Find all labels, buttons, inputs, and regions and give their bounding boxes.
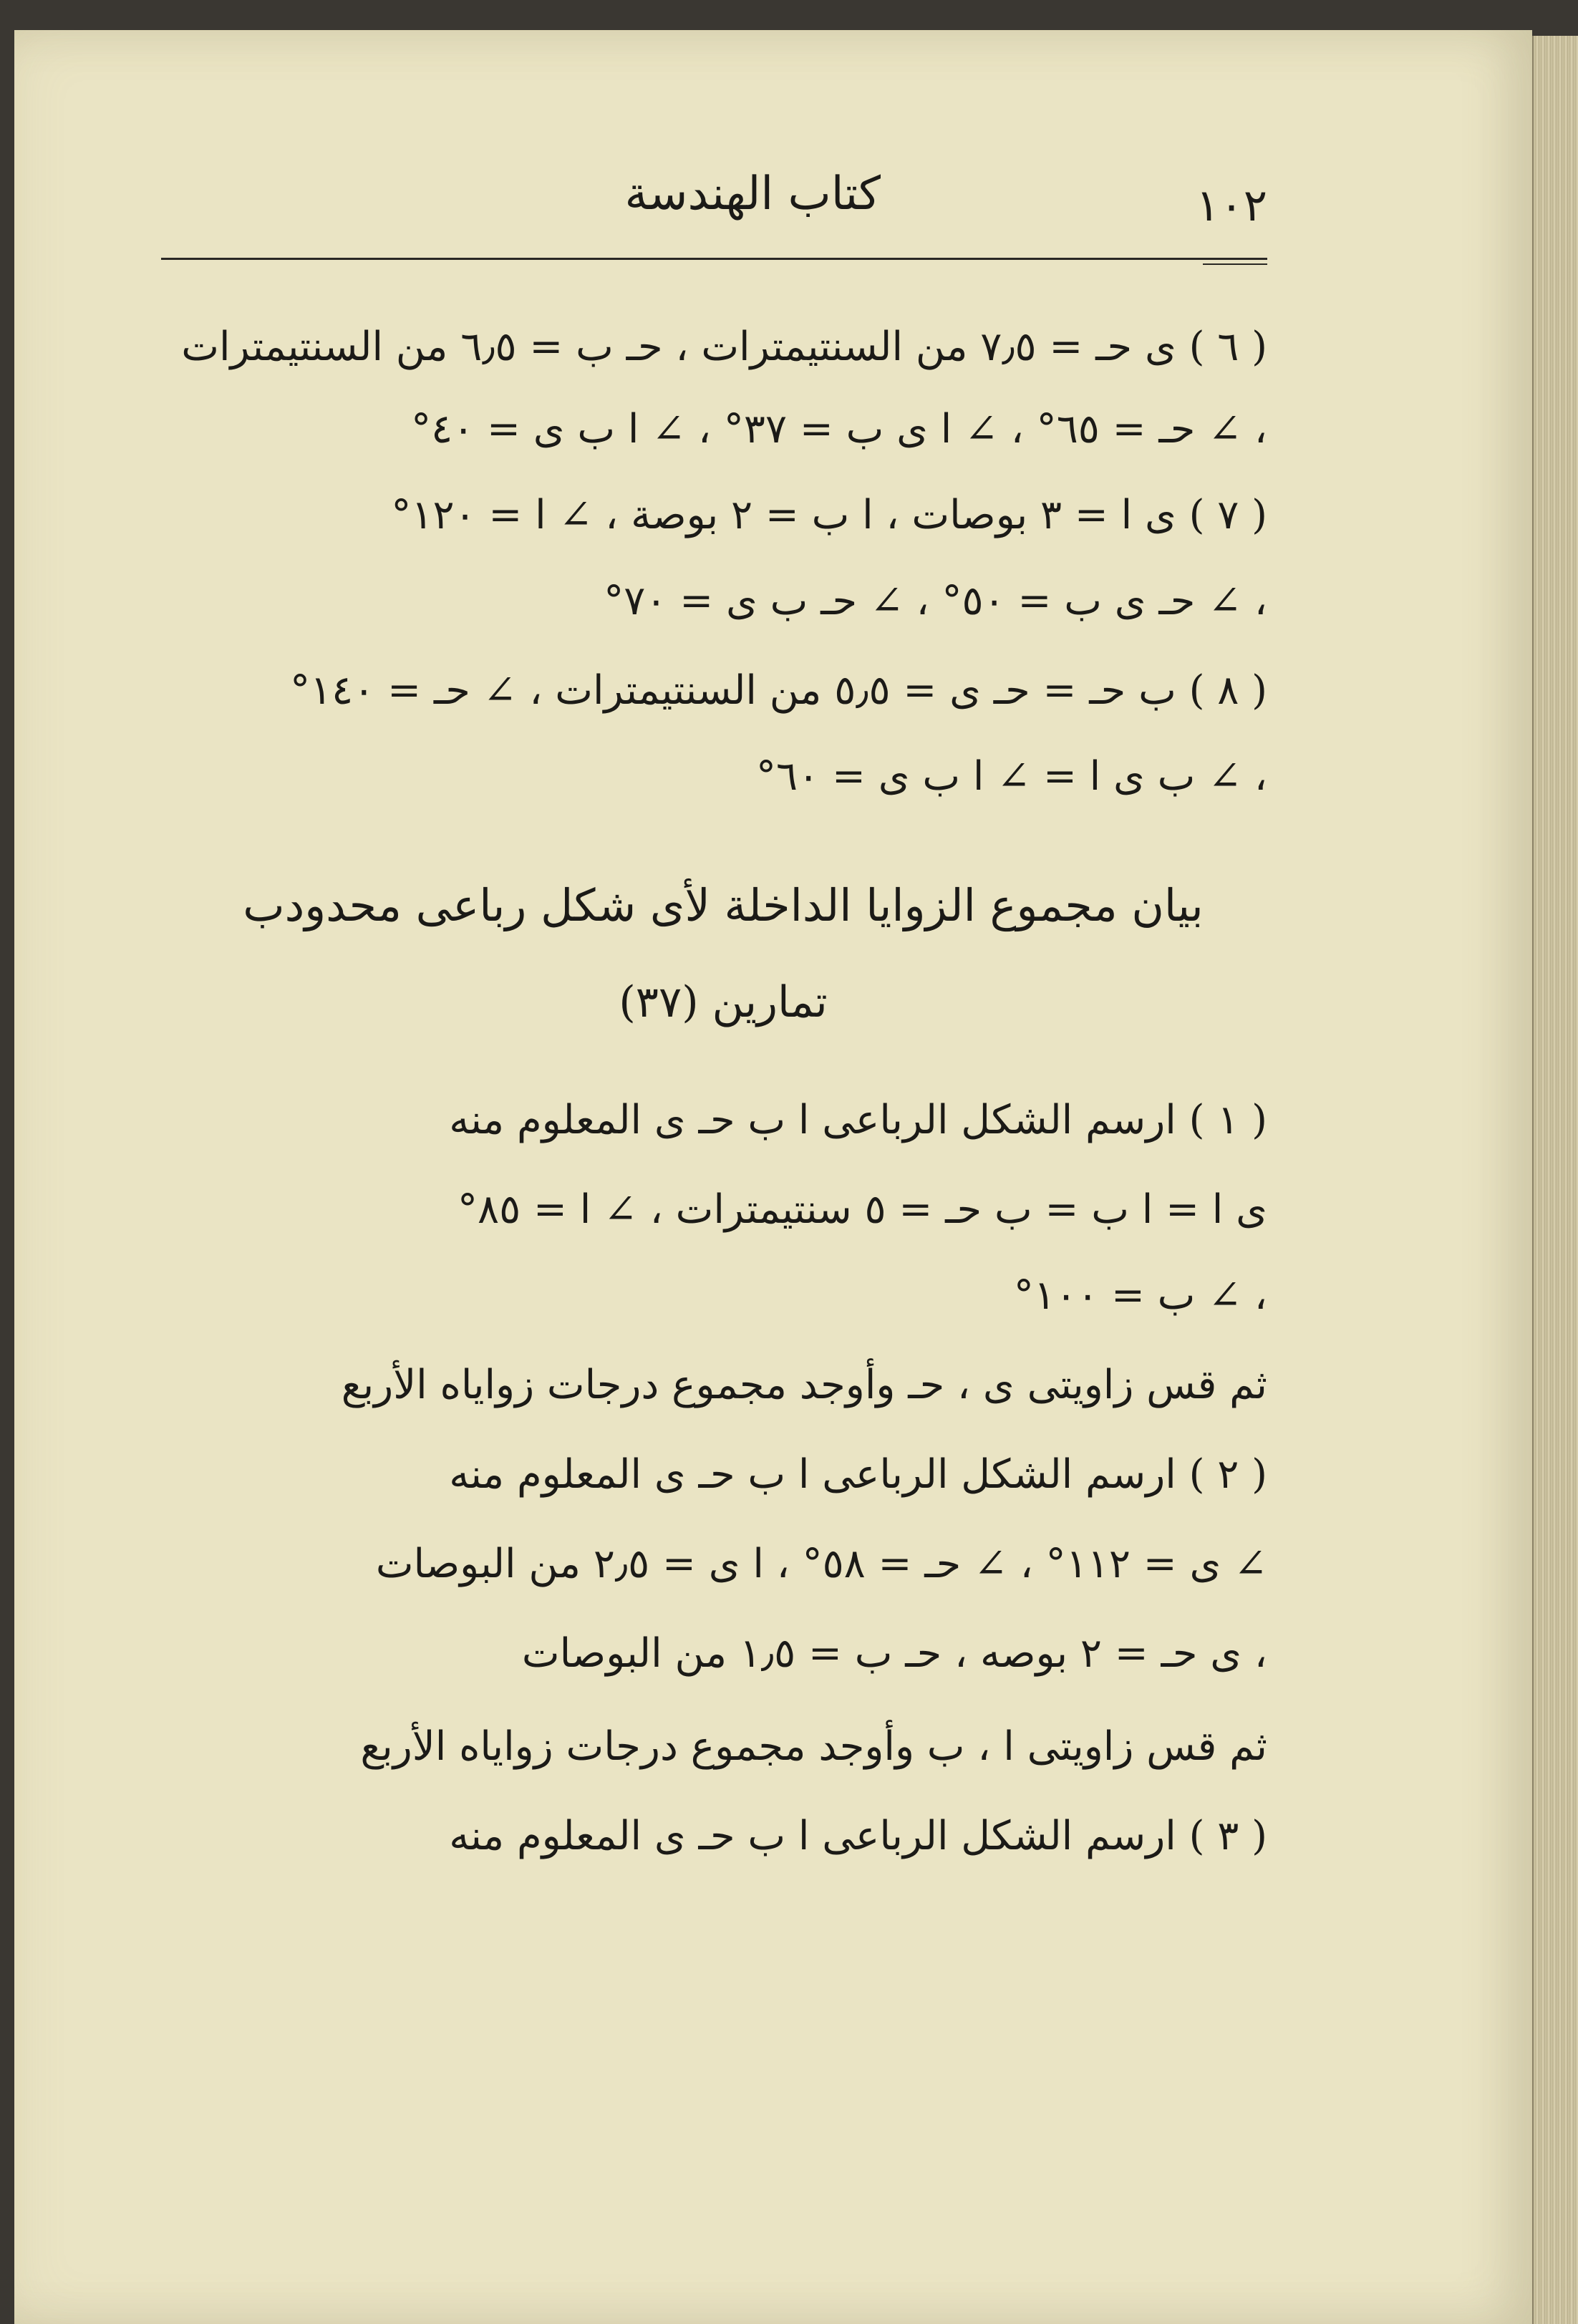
page-edge [1532, 36, 1578, 2324]
exercise-8-line-2: ، ∠ ب ى ا = ∠ ا ب ى = ٦٠° [756, 753, 1267, 800]
exercise-1-line-1: ( ١ ) ارسم الشكل الرباعى ا ب حـ ى المعلوم منه [449, 1097, 1267, 1143]
exercise-6-line-2: ، ∠ حـ = ٦٥° ، ∠ ا ى ب = ٣٧° ، ∠ ا ب ى = ٤٠° [411, 406, 1267, 452]
exercise-8-line-1: ( ٨ ) ب حـ = حـ ى = ٥٫٥ من السنتيمترات ، ∠ حـ = ١٤٠° [290, 667, 1267, 714]
exercise-1-line-2: ى ا = ا ب = ب حـ = ٥ سنتيمترات ، ∠ ا = ٨٥° [458, 1186, 1267, 1233]
page-number: ١٠٢ [1196, 179, 1267, 231]
book-page [14, 30, 1532, 2324]
exercise-2-line-3: ، ى حـ = ٢ بوصه ، حـ ب = ١٫٥ من البوصات [521, 1630, 1267, 1677]
header-rule [161, 258, 1267, 260]
exercise-7-line-1: ( ٧ ) ى ا = ٣ بوصات ، ا ب = ٢ بوصة ، ∠ ا = ١٢٠° [391, 492, 1267, 538]
exercise-3-line-1: ( ٣ ) ارسم الشكل الرباعى ا ب حـ ى المعلوم منه [449, 1813, 1267, 1859]
exercises-heading: تمارين (٣٧) [619, 977, 828, 1027]
exercise-7-line-2: ، ∠ حـ ى ب = ٥٠° ، ∠ حـ ب ى = ٧٠° [604, 578, 1267, 624]
header-rule-short [1203, 263, 1267, 265]
exercise-1-line-4: ثم قس زاويتى ى ، حـ وأوجد مجموع درجات زواياه الأربع [341, 1362, 1267, 1408]
page-header [150, 143, 1267, 251]
running-title: كتاب الهندسة [624, 168, 881, 221]
exercise-6-line-1: ( ٦ ) ى حـ = ٧٫٥ من السنتيمترات ، حـ ب = ٦٫٥ من السنتيمترات [181, 324, 1267, 370]
exercise-1-line-3: ، ∠ ب = ١٠٠° [1013, 1272, 1267, 1319]
exercise-2-line-4: ثم قس زاويتى ا ، ب وأوجد مجموع درجات زواياه الأربع [360, 1723, 1267, 1770]
page-content [150, 143, 1267, 1859]
exercise-2-line-2: ∠ ى = ١١٢° ، ∠ حـ = ٥٨° ، ا ى = ٢٫٥ من البوصات [375, 1541, 1267, 1587]
section-heading: بيان مجموع الزوايا الداخلة لأى شكل رباعى محدودب [243, 879, 1204, 931]
exercise-2-line-1: ( ٢ ) ارسم الشكل الرباعى ا ب حـ ى المعلوم منه [449, 1451, 1267, 1498]
